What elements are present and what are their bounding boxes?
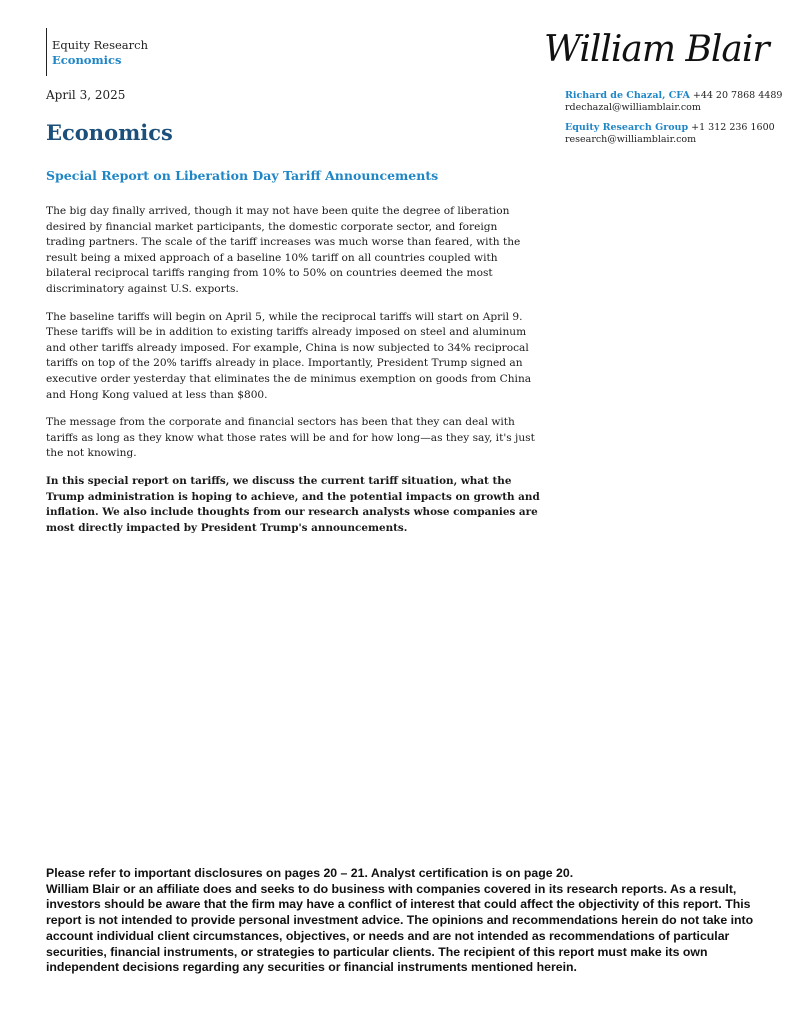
william-blair-logo	[544, 26, 770, 74]
analyst-contacts	[565, 90, 783, 154]
report-type-header	[46, 28, 148, 76]
body-paragraph: The baseline tariffs will begin on April 5, while the reciprocal tariffs will start on April 9. These tariffs will be in addition to existing tariffs already imposed on steel and aluminum and other tariffs already imposed. For example, China is now subjected to 34% reciprocal tariffs on top of the 20% tariffs already in place. Importantly, President Trump signed an executive order yesterday that eliminates the de minimus exemption on goods from China and Hong Kong valued at less than $800.	[46, 310, 532, 401]
disclosure-statement: William Blair or an affiliate does and seeks to do business with companies covered in its research reports. As a result, investors should be aware that the firm may have a conflict of interest that could affect the objectivity of this report. This report is not intended to provide personal investment advice. The opinions and recommendations herein do not take into account individual client circumstances, objectives, or needs and are not intended as recommendations of particular securities, financial instruments, or strategies to particular clients. The recipient of this report must make its own independent decisions regarding any securities or financial instruments mentioned herein.	[46, 881, 754, 975]
contact-name: Equity Research Group	[565, 122, 689, 133]
body-paragraph: The message from the corporate and financial sectors has been that they can deal with tariffs as long as they know what those rates will be and for how long—as they say, it's just the not knowing.	[46, 416, 535, 460]
body-paragraph: The big day finally arrived, though it may not have been quite the degree of liberation desired by financial market participants, the domestic corporate sector, and foreign trading partners. The scale of the tariff increases was much worse than feared, with the result being a mixed approach of a baseline 10% tariff on all countries coupled with bilateral reciprocal tariffs ranging from 10% to 50% on countries deemed the most discriminatory against U.S. exports.	[46, 205, 521, 295]
contact-email[interactable]: research@williamblair.com	[565, 133, 697, 145]
contact-phone: +44 20 7868 4489	[692, 90, 783, 101]
disclosure-pages-note: Please refer to important disclosures on pages 20 – 21. Analyst certification is on page 20.	[46, 866, 574, 880]
report-body	[46, 204, 540, 548]
contact-email[interactable]: rdechazal@williamblair.com	[565, 101, 701, 113]
summary-paragraph: In this special report on tariffs, we discuss the current tariff situation, what the Trump administration is hoping to achieve, and the potential impacts on growth and inflation. We also include thoughts from our research analysts whose companies are most directly impacted by President Trump's announcements.	[46, 474, 540, 534]
report-category: Equity Research	[52, 38, 148, 52]
logo-wordmark: William Blair	[544, 29, 769, 70]
report-date: April 3, 2025	[46, 88, 126, 102]
disclosure-footer	[46, 866, 758, 976]
page-title: Economics	[46, 120, 173, 145]
contact-phone: +1 312 236 1600	[691, 122, 775, 133]
contact-analyst	[565, 90, 783, 113]
report-subtitle: Special Report on Liberation Day Tariff Announcements	[46, 168, 439, 183]
contact-name: Richard de Chazal, CFA	[565, 90, 690, 101]
contact-research-group	[565, 122, 775, 145]
report-sector: Economics	[52, 53, 122, 67]
